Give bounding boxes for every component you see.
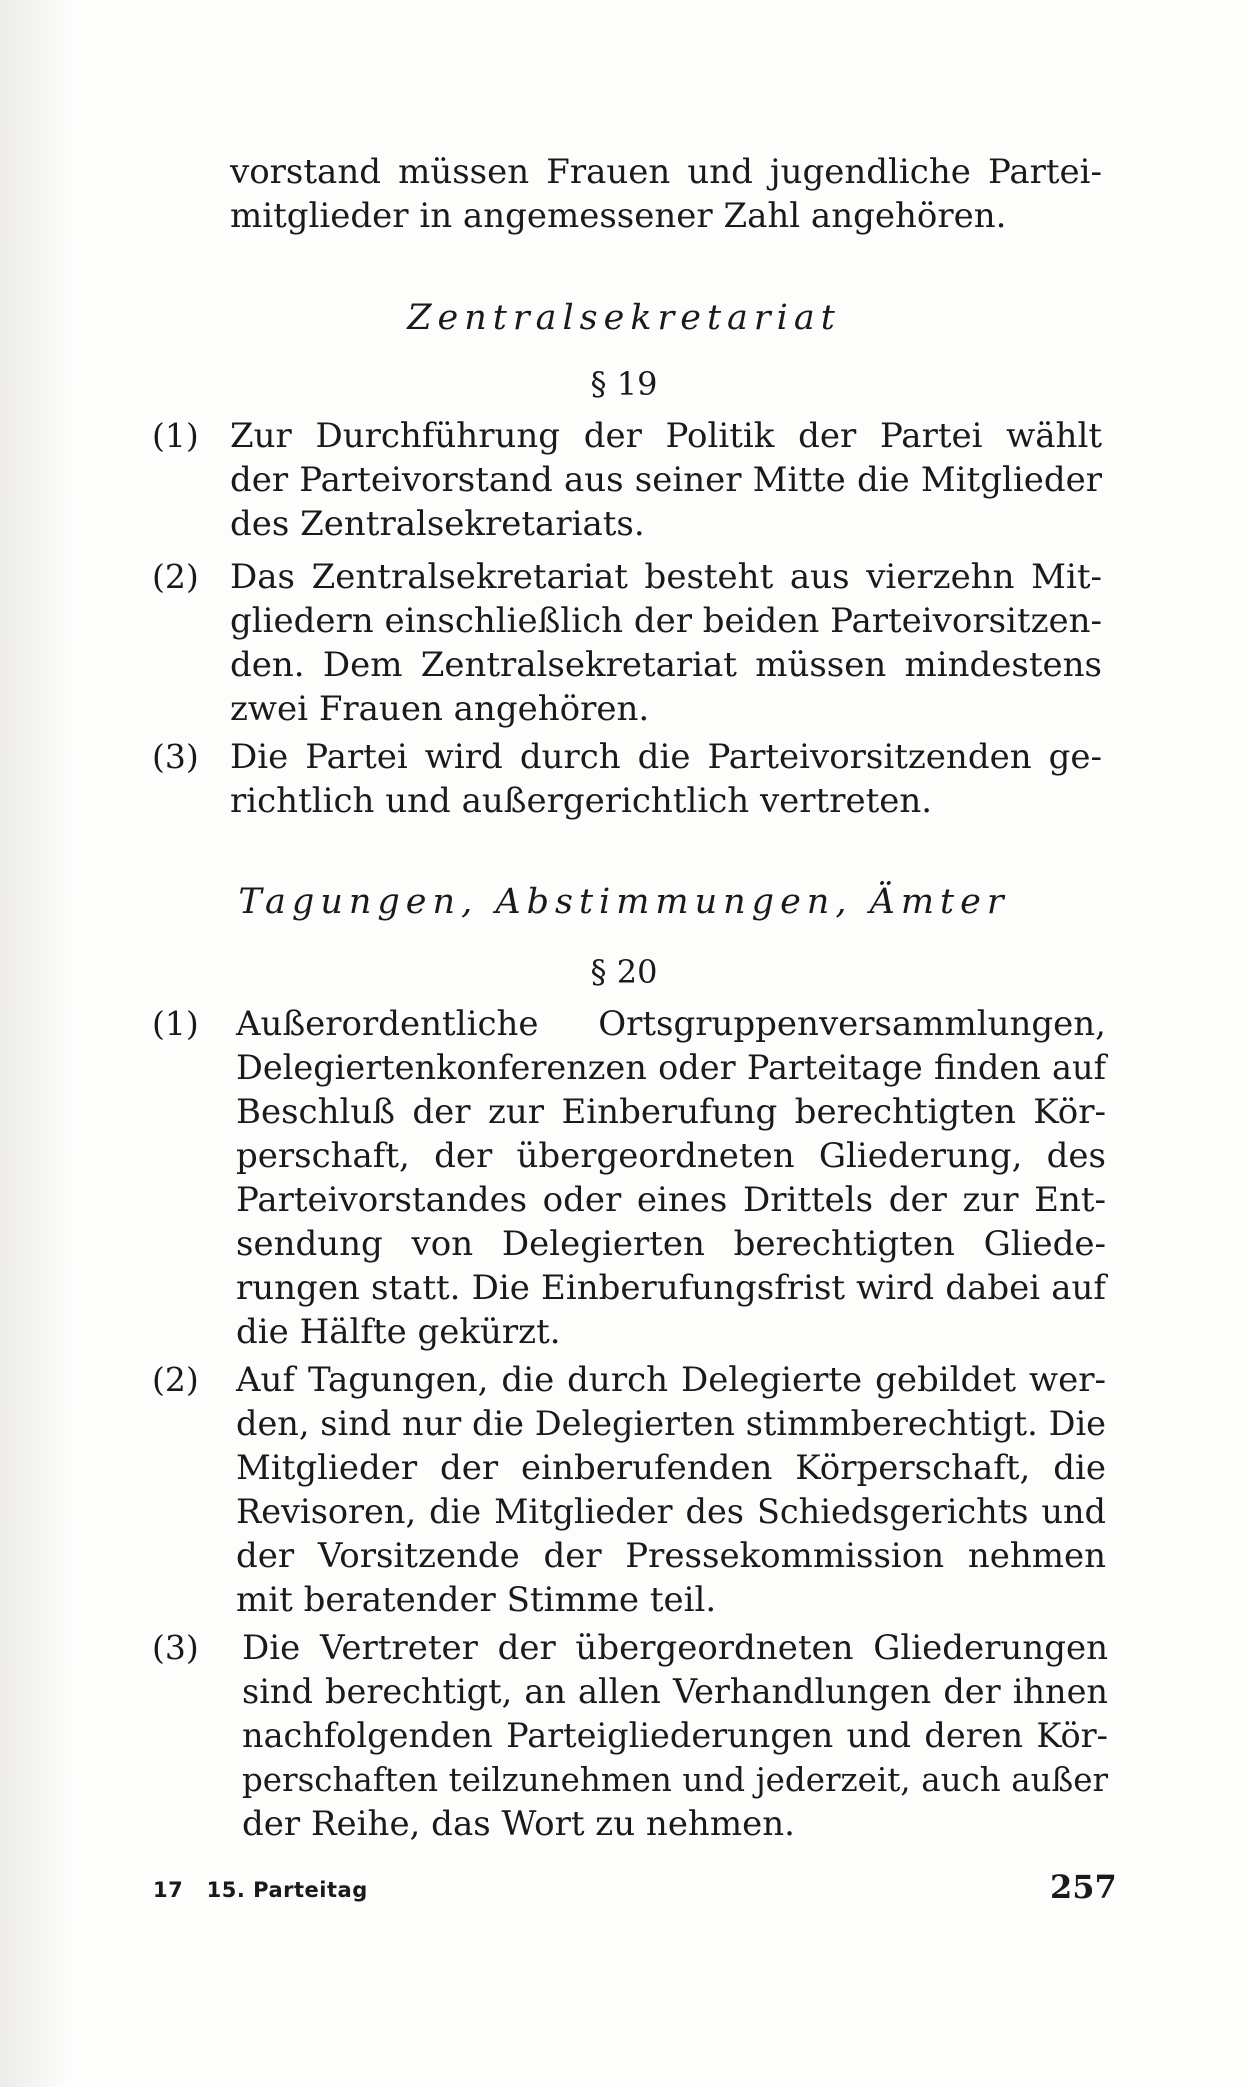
text-line: mit beratender Stimme teil. xyxy=(236,1580,717,1620)
text-line: den, sind nur die Delegierten stimmberechtigt. Die xyxy=(236,1404,1106,1443)
text-line: perschaft, der übergeordneten Gliederung, des xyxy=(236,1136,1106,1176)
item-number: (2) xyxy=(152,1360,199,1399)
text-line: Auf Tagungen, die durch Delegierte gebildet wer- xyxy=(236,1360,1106,1400)
text-line: der Reihe, das Wort zu nehmen. xyxy=(242,1804,795,1844)
item-number: (2) xyxy=(152,557,199,596)
intro-line-1: vorstand müssen Frauen und jugendliche Partei- xyxy=(230,152,1102,192)
text-line: Beschluß der zur Einberufung berechtigten Kör- xyxy=(236,1092,1106,1132)
text-line: Außerordentliche Ortsgruppenversammlungen, xyxy=(236,1004,1106,1044)
section-heading-tagungen: Tagungen, Abstimmungen, Ämter xyxy=(238,882,1010,922)
text-line: sind berechtigt, an allen Verhandlungen der ihnen xyxy=(242,1672,1108,1711)
text-line: perschaften teilzunehmen und jederzeit, auch außer xyxy=(242,1761,1108,1799)
item-number: (3) xyxy=(152,1628,199,1667)
item-number: (3) xyxy=(152,737,199,776)
text-line: des Zentralsekretariats. xyxy=(230,504,645,544)
text-line: Parteivorstandes oder eines Drittels der zur Ent- xyxy=(236,1180,1106,1220)
text-line: der Vorsitzende der Pressekommission nehmen xyxy=(236,1536,1106,1576)
page-number: 257 xyxy=(1050,1868,1117,1906)
text-line: Delegiertenkonferenzen oder Parteitage finden auf xyxy=(236,1048,1106,1087)
text-line: der Parteivorstand aus seiner Mitte die Mitglieder xyxy=(230,460,1102,500)
text-line: richtlich und außergerichtlich vertreten. xyxy=(230,781,933,821)
text-line: Das Zentralsekretariat besteht aus vierzehn Mit- xyxy=(230,557,1102,597)
footer-signature: 17 15. Parteitag xyxy=(153,1878,368,1902)
text-line: die Hälfte gekürzt. xyxy=(236,1312,561,1352)
text-line: zwei Frauen angehören. xyxy=(230,689,650,729)
item-number: (1) xyxy=(152,1004,199,1043)
text-line: rungen statt. Die Einberufungsfrist wird dabei auf xyxy=(236,1268,1106,1308)
text-line: den. Dem Zentralsekretariat müssen mindestens xyxy=(230,645,1102,685)
paragraph-number-20: § 20 xyxy=(590,953,658,991)
text-line: sendung von Delegierten berechtigten Gliede- xyxy=(236,1224,1106,1264)
text-line: nachfolgenden Parteigliederungen und deren Kör- xyxy=(242,1716,1108,1755)
section-heading-zentralsekretariat: Zentralsekretariat xyxy=(407,298,841,338)
text-line: Die Partei wird durch die Parteivorsitzenden ge- xyxy=(230,737,1102,777)
intro-line-2: mitglieder in angemessener Zahl angehören. xyxy=(230,196,1007,236)
text-line: Revisoren, die Mitglieder des Schiedsgerichts und xyxy=(236,1492,1106,1531)
item-number: (1) xyxy=(152,416,199,455)
text-line: gliedern einschließlich der beiden Parteivorsitzen- xyxy=(230,601,1102,641)
text-line: Zur Durchführung der Politik der Partei wählt xyxy=(230,416,1102,456)
text-line: Die Vertreter der übergeordneten Gliederungen xyxy=(242,1628,1108,1668)
paragraph-number-19: § 19 xyxy=(590,365,658,403)
text-line: Mitglieder der einberufenden Körperschaft, die xyxy=(236,1448,1106,1488)
